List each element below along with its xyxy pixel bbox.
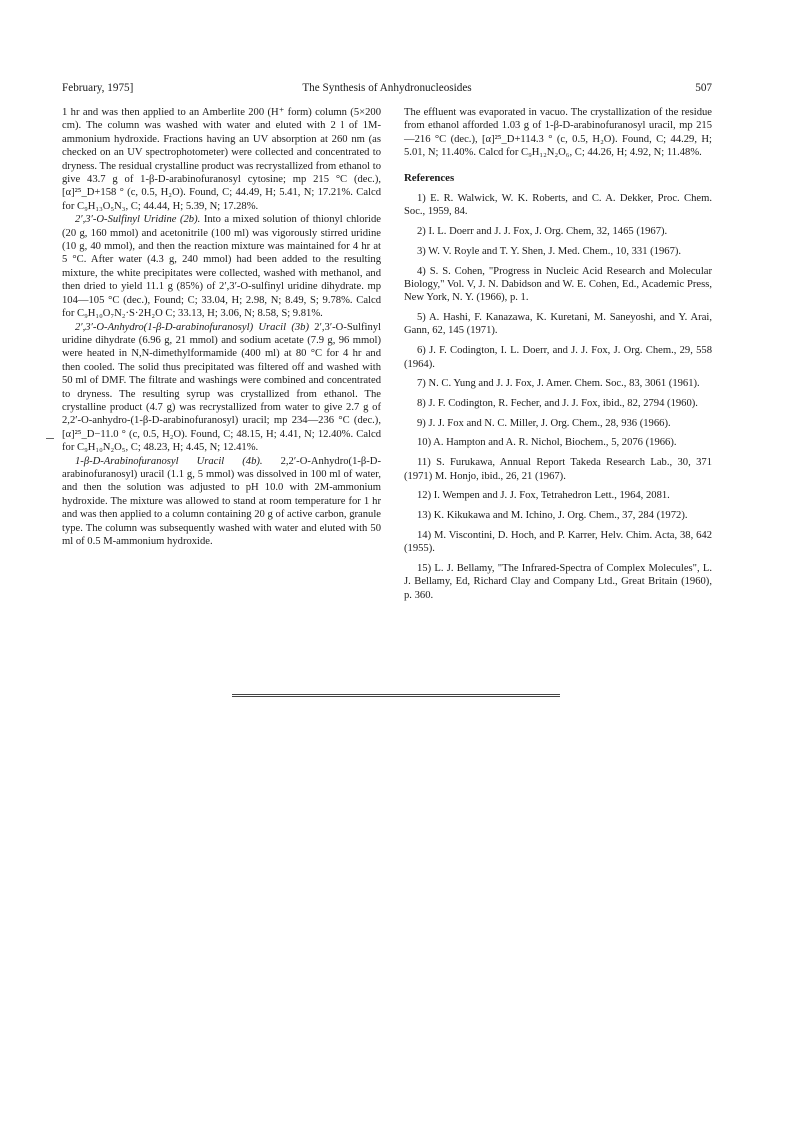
reference-item: 10) A. Hampton and A. R. Nichol, Biochem., 5, 2076 (1966). <box>417 437 677 449</box>
end-rule <box>232 694 560 697</box>
page-number: 507 <box>695 82 712 94</box>
references-heading: References <box>404 171 455 184</box>
reference-item: 3) W. V. Royle and T. Y. Shen, J. Med. Chem., 10, 331 (1967). <box>417 245 682 257</box>
reference-item: 13) K. Kikukawa and M. Ichino, J. Org. Chem., 37, 284 (1972). <box>417 509 688 521</box>
paragraph-arabinofuranosyl-uracil <box>62 455 381 549</box>
reference-item: 7) N. C. Yung and J. J. Fox, J. Amer. Chem. Soc., 83, 3061 (1961). <box>417 378 700 390</box>
reference-item: 2) I. L. Doerr and J. J. Fox, J. Org. Chem, 32, 1465 (1967). <box>417 226 668 238</box>
paragraph-continued: 1 hr and was then applied to an Amberlite 200 (H⁺ form) column (5×200 cm). The column was washed with water and eluted with 2 l of 1M-ammonium hydroxide. Fractions having an UV absorption at 260 nm (as checked on an UV spectrophotometer) were collected and concentrated to dryness. The residual crystalline product was recrystallized from ethanol to give 43.7 g of 1-β-D-arabinofuranosyl cytosine; mp 215 °C (dec.), [α]²⁵_D+158 ° (c, 0.5, H₂O). Found, C; 44.49, H; 5.41, N; 17.21%. Calcd for C₉H₁₃O₅N₃, C; 44.44, H; 5.39, N; 17.28%. <box>62 107 381 212</box>
left-column <box>62 106 381 548</box>
paragraph-sulfinyl-uridine <box>62 213 381 320</box>
paragraph-anhydro-uracil <box>62 321 381 455</box>
section-title-4b: 1-β-D-Arabinofuranosyl Uracil (4b). <box>75 455 263 467</box>
running-header <box>62 80 712 96</box>
reference-item: 14) M. Viscontini, D. Hoch, and P. Karrer, Helv. Chim. Acta, 38, 642 (1955). <box>404 529 712 555</box>
reference-item: 9) J. J. Fox and N. C. Miller, J. Org. Chem., 28, 936 (1966). <box>417 417 671 429</box>
section-title-3b: 2′,3′-O-Anhydro(1-β-D-arabinofuranosyl) Uracil (3b) <box>75 321 309 333</box>
header-title: The Synthesis of Anhydronucleosides <box>302 82 472 94</box>
section-body-3b: 2′,3′-O-Sulfinyl uridine dihydrate (6.96 g, 21 mmol) and sodium acetate (7.9 g, 96 mmol) were heated in N,N-dimethylformamide (400 ml) at 80 °C for 4 hr and then cooled. The solid thus precipitated was filtered off and washed with 50 ml of DMF. The filtrate and washings were combined and concentrated to dryness. The resulting syrup was crystallized from ethanol. The crystalline product (4.7 g) was recrystallized from water to give 2.7 g of 2,2′-O-anhydro-(1-β-D-arabinofuranosyl) uracil; mp 234—236 °C (dec.), [α]²⁵_D−11.0 ° (c, 0.5, H₂O). Found, C; 48.15, H; 4.41, N; 12.40%. Calcd for C₉H₁₀N₂O₅, C; 48.23, H; 4.45, N; 12.41%. <box>62 321 381 454</box>
reference-item: 12) I. Wempen and J. J. Fox, Tetrahedron Lett., 1964, 2081. <box>417 490 670 502</box>
header-date: February, 1975] <box>62 82 134 94</box>
reference-item: 1) E. R. Walwick, W. K. Roberts, and C. A. Dekker, Proc. Chem. Soc., 1959, 84. <box>404 193 712 218</box>
section-body-2b: Into a mixed solution of thionyl chloride (20 g, 160 mmol) and acetonitrile (100 ml) was vigorously stirred uridine (10 g, 40 mmol), and then the reaction mixture was maintained for 4 hr at 5 °C. After water (4.3 g, 240 mmol) had been added to the resulting mixture, the white precipitates were collected, washed with methanol, and then dried to yield 11.1 g (85%) of 2′,3′-O-sulfinyl uridine dihydrate. mp 104—105 °C (dec.), Found; C; 33.04, H; 2.98, N; 8.49, S; 9.78%. Calcd for C₉H₁₀O₇N₂·S·2H₂O C; 33.13, H; 3.06, N; 8.58, S; 9.81%. <box>62 214 381 320</box>
reference-item: 15) L. J. Bellamy, "The Infrared-Spectra of Complex Molecules", L. J. Bellamy, Ed, Richard Clay and Company Ltd., Great Britain (1960), p. 360. <box>404 562 712 601</box>
references-list <box>404 192 712 602</box>
reference-item: 4) S. S. Cohen, "Progress in Nucleic Acid Research and Molecular Biology," Vol. V, J. N. Dabidson and W. E. Cohen, Ed., Academic Press, New York, N. Y. (1966), p. 1. <box>404 265 712 304</box>
section-title-2b: 2′,3′-O-Sulfinyl Uridine (2b). <box>75 214 201 226</box>
margin-mark <box>46 438 54 439</box>
reference-item: 8) J. F. Codington, R. Fecher, and J. J. Fox, ibid., 82, 2794 (1960). <box>417 397 698 409</box>
paragraph-effluent: The effluent was evaporated in vacuo. The crystallization of the residue from ethanol afforded 1.03 g of 1-β-D-arabinofuranosyl uracil, mp 215—216 °C (dec.), [α]²⁵_D+114.3 ° (c, 0.5, H₂O). Found, C; 44.29, H; 5.01, N; 11.40%. Calcd for C₉H₁₂N₂O₆, C; 44.26, H; 4.92, N; 11.48%. <box>404 107 712 159</box>
reference-item: 5) A. Hashi, F. Kanazawa, K. Kuretani, M. Saneyoshi, and Y. Arai, Gann, 62, 145 (1971). <box>404 312 712 337</box>
section-body-4b: 2,2′-O-Anhydro(1-β-D-arabinofuranosyl) uracil (1.1 g, 5 mmol) was dissolved in 100 ml of water, and then the solution was adjusted to pH 10.0 with 2M-ammonium hydroxide. The mixture was allowed to stand at room temperature for 1 hr and was then applied to a column containing 20 g of active carbon, granule type. The column was subsequently washed with water and eluted with 50 ml of 0.5 M-ammonium hydroxide. <box>62 455 381 547</box>
right-column <box>404 106 712 608</box>
reference-item: 11) S. Furukawa, Annual Report Takeda Research Lab., 30, 371 (1971) M. Honjo, ibid., 26, 21 (1967). <box>404 457 712 482</box>
reference-item: 6) J. F. Codington, I. L. Doerr, and J. J. Fox, J. Org. Chem., 29, 558 (1964). <box>404 345 712 370</box>
